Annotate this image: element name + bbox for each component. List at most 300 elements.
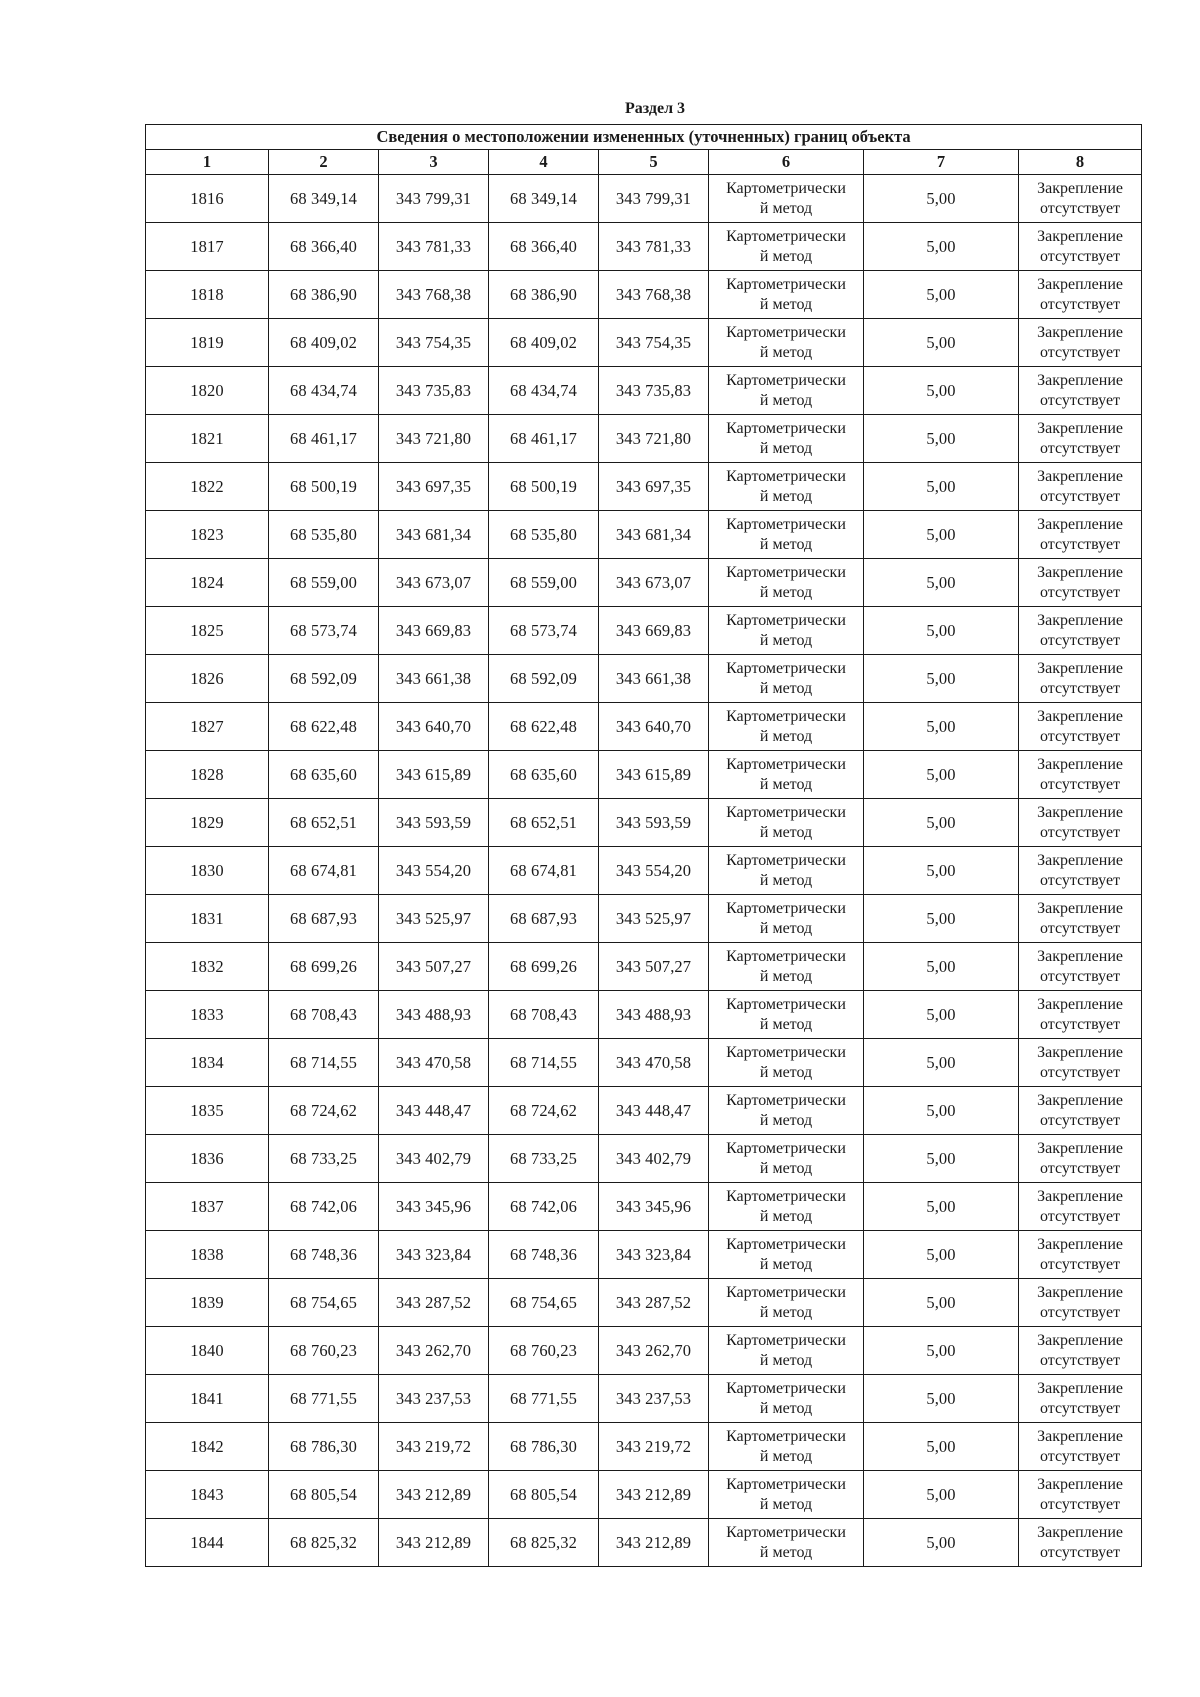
- section-title: Раздел 3: [624, 100, 686, 117]
- table-row: [146, 463, 1142, 511]
- method-cell: [709, 223, 864, 271]
- fixation-cell: [1019, 559, 1142, 607]
- precision-cell: 5,00: [864, 1087, 1019, 1135]
- x-old-cell: 68 687,93: [269, 895, 379, 943]
- method-line: й метод: [759, 583, 813, 601]
- point-number-cell: 1820: [146, 367, 269, 415]
- x-old-cell: 68 349,14: [269, 175, 379, 223]
- point-number-cell: 1822: [146, 463, 269, 511]
- y-old-cell: 343 262,70: [379, 1327, 489, 1375]
- point-number-cell: 1827: [146, 703, 269, 751]
- table-row: [146, 991, 1142, 1039]
- fixation-cell: [1019, 751, 1142, 799]
- method-cell: [709, 895, 864, 943]
- method-line: Картометрически: [726, 467, 846, 485]
- y-new-cell: 343 768,38: [599, 271, 709, 319]
- fixation-line: Закрепление: [1037, 1043, 1123, 1061]
- fixation-line: отсутствует: [1040, 871, 1121, 889]
- method-cell: [709, 271, 864, 319]
- method-line: й метод: [759, 919, 813, 937]
- method-line: й метод: [759, 679, 813, 697]
- precision-cell: 5,00: [864, 319, 1019, 367]
- point-number-cell: 1831: [146, 895, 269, 943]
- fixation-line: Закрепление: [1037, 899, 1123, 917]
- fixation-line: Закрепление: [1037, 1523, 1123, 1541]
- method-line: Картометрически: [726, 707, 846, 725]
- point-number-cell: 1833: [146, 991, 269, 1039]
- y-old-cell: 343 287,52: [379, 1279, 489, 1327]
- y-old-cell: 343 488,93: [379, 991, 489, 1039]
- y-old-cell: 343 448,47: [379, 1087, 489, 1135]
- precision-cell: 5,00: [864, 271, 1019, 319]
- fixation-line: Закрепление: [1037, 1091, 1123, 1109]
- method-line: Картометрически: [726, 1091, 846, 1109]
- method-line: й метод: [759, 1303, 813, 1321]
- y-old-cell: 343 768,38: [379, 271, 489, 319]
- precision-cell: 5,00: [864, 751, 1019, 799]
- method-cell: [709, 1375, 864, 1423]
- precision-cell: 5,00: [864, 1231, 1019, 1279]
- table-caption-row: [146, 125, 1142, 150]
- column-number-row: [146, 150, 1142, 175]
- method-line: Картометрически: [726, 947, 846, 965]
- x-new-cell: 68 366,40: [489, 223, 599, 271]
- method-line: й метод: [759, 871, 813, 889]
- y-new-cell: 343 323,84: [599, 1231, 709, 1279]
- column-header-2: 2: [269, 150, 379, 175]
- fixation-line: Закрепление: [1037, 323, 1123, 341]
- fixation-line: отсутствует: [1040, 1111, 1121, 1129]
- y-new-cell: 343 669,83: [599, 607, 709, 655]
- y-new-cell: 343 212,89: [599, 1471, 709, 1519]
- precision-cell: 5,00: [864, 367, 1019, 415]
- method-cell: [709, 607, 864, 655]
- x-old-cell: 68 635,60: [269, 751, 379, 799]
- y-new-cell: 343 287,52: [599, 1279, 709, 1327]
- table-row: [146, 1087, 1142, 1135]
- precision-cell: 5,00: [864, 943, 1019, 991]
- method-cell: [709, 991, 864, 1039]
- fixation-line: Закрепление: [1037, 611, 1123, 629]
- x-old-cell: 68 366,40: [269, 223, 379, 271]
- x-new-cell: 68 825,32: [489, 1519, 599, 1567]
- method-line: й метод: [759, 487, 813, 505]
- x-new-cell: 68 754,65: [489, 1279, 599, 1327]
- x-new-cell: 68 461,17: [489, 415, 599, 463]
- point-number-cell: 1816: [146, 175, 269, 223]
- fixation-line: отсутствует: [1040, 583, 1121, 601]
- precision-cell: 5,00: [864, 1375, 1019, 1423]
- x-old-cell: 68 559,00: [269, 559, 379, 607]
- method-cell: [709, 1231, 864, 1279]
- y-new-cell: 343 593,59: [599, 799, 709, 847]
- fixation-cell: [1019, 655, 1142, 703]
- precision-cell: 5,00: [864, 415, 1019, 463]
- x-old-cell: 68 724,62: [269, 1087, 379, 1135]
- y-old-cell: 343 661,38: [379, 655, 489, 703]
- method-line: й метод: [759, 343, 813, 361]
- point-number-cell: 1844: [146, 1519, 269, 1567]
- y-new-cell: 343 345,96: [599, 1183, 709, 1231]
- fixation-line: отсутствует: [1040, 487, 1121, 505]
- fixation-line: Закрепление: [1037, 371, 1123, 389]
- method-line: й метод: [759, 1351, 813, 1369]
- fixation-cell: [1019, 991, 1142, 1039]
- fixation-cell: [1019, 463, 1142, 511]
- fixation-line: отсутствует: [1040, 1159, 1121, 1177]
- x-new-cell: 68 622,48: [489, 703, 599, 751]
- method-cell: [709, 655, 864, 703]
- x-old-cell: 68 708,43: [269, 991, 379, 1039]
- method-cell: [709, 1519, 864, 1567]
- precision-cell: 5,00: [864, 1183, 1019, 1231]
- fixation-cell: [1019, 1135, 1142, 1183]
- x-new-cell: 68 724,62: [489, 1087, 599, 1135]
- table-row: [146, 1519, 1142, 1567]
- precision-cell: 5,00: [864, 1519, 1019, 1567]
- method-line: й метод: [759, 967, 813, 985]
- y-old-cell: 343 345,96: [379, 1183, 489, 1231]
- y-old-cell: 343 721,80: [379, 415, 489, 463]
- method-line: Картометрически: [726, 1043, 846, 1061]
- fixation-line: Закрепление: [1037, 179, 1123, 197]
- x-new-cell: 68 760,23: [489, 1327, 599, 1375]
- point-number-cell: 1828: [146, 751, 269, 799]
- method-line: й метод: [759, 1495, 813, 1513]
- fixation-cell: [1019, 1279, 1142, 1327]
- fixation-line: Закрепление: [1037, 1283, 1123, 1301]
- table-row: [146, 655, 1142, 703]
- x-new-cell: 68 434,74: [489, 367, 599, 415]
- method-cell: [709, 1039, 864, 1087]
- fixation-line: Закрепление: [1037, 1427, 1123, 1445]
- method-line: й метод: [759, 1207, 813, 1225]
- method-line: й метод: [759, 1159, 813, 1177]
- y-new-cell: 343 735,83: [599, 367, 709, 415]
- y-old-cell: 343 615,89: [379, 751, 489, 799]
- fixation-cell: [1019, 943, 1142, 991]
- fixation-cell: [1019, 1375, 1142, 1423]
- y-old-cell: 343 402,79: [379, 1135, 489, 1183]
- precision-cell: 5,00: [864, 799, 1019, 847]
- method-cell: [709, 319, 864, 367]
- y-old-cell: 343 735,83: [379, 367, 489, 415]
- method-cell: [709, 1183, 864, 1231]
- fixation-line: отсутствует: [1040, 679, 1121, 697]
- point-number-cell: 1835: [146, 1087, 269, 1135]
- table-row: [146, 1135, 1142, 1183]
- x-old-cell: 68 652,51: [269, 799, 379, 847]
- method-line: Картометрически: [726, 1139, 846, 1157]
- fixation-cell: [1019, 895, 1142, 943]
- x-old-cell: 68 434,74: [269, 367, 379, 415]
- fixation-line: Закрепление: [1037, 755, 1123, 773]
- fixation-line: отсутствует: [1040, 1303, 1121, 1321]
- y-old-cell: 343 470,58: [379, 1039, 489, 1087]
- x-old-cell: 68 592,09: [269, 655, 379, 703]
- method-line: Картометрически: [726, 1379, 846, 1397]
- fixation-line: Закрепление: [1037, 467, 1123, 485]
- y-new-cell: 343 402,79: [599, 1135, 709, 1183]
- fixation-cell: [1019, 1231, 1142, 1279]
- y-old-cell: 343 554,20: [379, 847, 489, 895]
- method-line: Картометрически: [726, 611, 846, 629]
- x-old-cell: 68 825,32: [269, 1519, 379, 1567]
- y-new-cell: 343 697,35: [599, 463, 709, 511]
- precision-cell: 5,00: [864, 175, 1019, 223]
- point-number-cell: 1842: [146, 1423, 269, 1471]
- point-number-cell: 1832: [146, 943, 269, 991]
- method-cell: [709, 559, 864, 607]
- y-old-cell: 343 681,34: [379, 511, 489, 559]
- y-new-cell: 343 525,97: [599, 895, 709, 943]
- fixation-line: Закрепление: [1037, 803, 1123, 821]
- y-new-cell: 343 661,38: [599, 655, 709, 703]
- y-new-cell: 343 615,89: [599, 751, 709, 799]
- method-cell: [709, 415, 864, 463]
- fixation-line: отсутствует: [1040, 967, 1121, 985]
- fixation-line: Закрепление: [1037, 563, 1123, 581]
- method-line: Картометрически: [726, 1187, 846, 1205]
- y-new-cell: 343 219,72: [599, 1423, 709, 1471]
- fixation-cell: [1019, 1519, 1142, 1567]
- method-line: й метод: [759, 727, 813, 745]
- table-row: [146, 1279, 1142, 1327]
- x-new-cell: 68 386,90: [489, 271, 599, 319]
- fixation-line: Закрепление: [1037, 995, 1123, 1013]
- point-number-cell: 1829: [146, 799, 269, 847]
- x-new-cell: 68 742,06: [489, 1183, 599, 1231]
- table-body: [146, 175, 1142, 1567]
- fixation-cell: [1019, 511, 1142, 559]
- y-new-cell: 343 448,47: [599, 1087, 709, 1135]
- precision-cell: 5,00: [864, 655, 1019, 703]
- fixation-line: Закрепление: [1037, 275, 1123, 293]
- method-line: й метод: [759, 199, 813, 217]
- column-header-1: 1: [146, 150, 269, 175]
- method-line: й метод: [759, 1255, 813, 1273]
- boundary-coordinates-table: [145, 124, 1142, 1567]
- point-number-cell: 1824: [146, 559, 269, 607]
- table-row: [146, 511, 1142, 559]
- x-new-cell: 68 699,26: [489, 943, 599, 991]
- table-row: [146, 751, 1142, 799]
- precision-cell: 5,00: [864, 991, 1019, 1039]
- fixation-cell: [1019, 319, 1142, 367]
- method-line: й метод: [759, 535, 813, 553]
- method-cell: [709, 367, 864, 415]
- fixation-cell: [1019, 1471, 1142, 1519]
- x-old-cell: 68 786,30: [269, 1423, 379, 1471]
- y-new-cell: 343 262,70: [599, 1327, 709, 1375]
- point-number-cell: 1826: [146, 655, 269, 703]
- y-old-cell: 343 781,33: [379, 223, 489, 271]
- fixation-cell: [1019, 367, 1142, 415]
- method-cell: [709, 1279, 864, 1327]
- method-line: Картометрически: [726, 803, 846, 821]
- table-row: [146, 943, 1142, 991]
- y-old-cell: 343 507,27: [379, 943, 489, 991]
- y-new-cell: 343 507,27: [599, 943, 709, 991]
- y-old-cell: 343 237,53: [379, 1375, 489, 1423]
- x-new-cell: 68 535,80: [489, 511, 599, 559]
- y-new-cell: 343 640,70: [599, 703, 709, 751]
- point-number-cell: 1843: [146, 1471, 269, 1519]
- point-number-cell: 1830: [146, 847, 269, 895]
- table-row: [146, 1231, 1142, 1279]
- x-old-cell: 68 742,06: [269, 1183, 379, 1231]
- y-new-cell: 343 212,89: [599, 1519, 709, 1567]
- y-old-cell: 343 219,72: [379, 1423, 489, 1471]
- table-row: [146, 1423, 1142, 1471]
- point-number-cell: 1825: [146, 607, 269, 655]
- method-line: й метод: [759, 1447, 813, 1465]
- method-line: Картометрически: [726, 1283, 846, 1301]
- method-line: й метод: [759, 1015, 813, 1033]
- method-cell: [709, 1423, 864, 1471]
- precision-cell: 5,00: [864, 1135, 1019, 1183]
- method-line: Картометрически: [726, 659, 846, 677]
- method-line: Картометрически: [726, 275, 846, 293]
- y-old-cell: 343 212,89: [379, 1519, 489, 1567]
- method-line: й метод: [759, 439, 813, 457]
- method-line: Картометрически: [726, 515, 846, 533]
- method-cell: [709, 1327, 864, 1375]
- column-header-4: 4: [489, 150, 599, 175]
- y-old-cell: 343 669,83: [379, 607, 489, 655]
- table-row: [146, 1375, 1142, 1423]
- method-line: Картометрически: [726, 563, 846, 581]
- x-old-cell: 68 386,90: [269, 271, 379, 319]
- y-old-cell: 343 323,84: [379, 1231, 489, 1279]
- method-line: Картометрически: [726, 371, 846, 389]
- fixation-line: отсутствует: [1040, 1207, 1121, 1225]
- x-old-cell: 68 535,80: [269, 511, 379, 559]
- x-new-cell: 68 409,02: [489, 319, 599, 367]
- fixation-line: Закрепление: [1037, 1331, 1123, 1349]
- y-old-cell: 343 640,70: [379, 703, 489, 751]
- column-header-6: 6: [709, 150, 864, 175]
- x-old-cell: 68 409,02: [269, 319, 379, 367]
- y-old-cell: 343 697,35: [379, 463, 489, 511]
- y-new-cell: 343 470,58: [599, 1039, 709, 1087]
- fixation-line: отсутствует: [1040, 247, 1121, 265]
- precision-cell: 5,00: [864, 895, 1019, 943]
- precision-cell: 5,00: [864, 1327, 1019, 1375]
- fixation-cell: [1019, 1039, 1142, 1087]
- x-new-cell: 68 748,36: [489, 1231, 599, 1279]
- fixation-line: отсутствует: [1040, 1351, 1121, 1369]
- x-old-cell: 68 748,36: [269, 1231, 379, 1279]
- x-old-cell: 68 461,17: [269, 415, 379, 463]
- method-line: й метод: [759, 391, 813, 409]
- fixation-line: отсутствует: [1040, 439, 1121, 457]
- precision-cell: 5,00: [864, 1471, 1019, 1519]
- y-old-cell: 343 799,31: [379, 175, 489, 223]
- fixation-line: Закрепление: [1037, 659, 1123, 677]
- method-cell: [709, 703, 864, 751]
- x-new-cell: 68 714,55: [489, 1039, 599, 1087]
- fixation-line: отсутствует: [1040, 295, 1121, 313]
- method-line: й метод: [759, 775, 813, 793]
- table-row: [146, 1471, 1142, 1519]
- y-old-cell: 343 212,89: [379, 1471, 489, 1519]
- fixation-line: отсутствует: [1040, 1399, 1121, 1417]
- point-number-cell: 1840: [146, 1327, 269, 1375]
- x-old-cell: 68 805,54: [269, 1471, 379, 1519]
- method-line: Картометрически: [726, 179, 846, 197]
- fixation-cell: [1019, 607, 1142, 655]
- fixation-line: отсутствует: [1040, 727, 1121, 745]
- method-cell: [709, 463, 864, 511]
- fixation-line: отсутствует: [1040, 343, 1121, 361]
- fixation-cell: [1019, 703, 1142, 751]
- method-cell: [709, 943, 864, 991]
- method-line: Картометрически: [726, 899, 846, 917]
- table-row: [146, 271, 1142, 319]
- table-row: [146, 1327, 1142, 1375]
- fixation-line: Закрепление: [1037, 419, 1123, 437]
- x-new-cell: 68 573,74: [489, 607, 599, 655]
- method-cell: [709, 799, 864, 847]
- x-new-cell: 68 771,55: [489, 1375, 599, 1423]
- precision-cell: 5,00: [864, 1279, 1019, 1327]
- fixation-cell: [1019, 847, 1142, 895]
- table-row: [146, 703, 1142, 751]
- fixation-cell: [1019, 271, 1142, 319]
- x-new-cell: 68 733,25: [489, 1135, 599, 1183]
- method-cell: [709, 1135, 864, 1183]
- method-line: Картометрически: [726, 1235, 846, 1253]
- fixation-line: Закрепление: [1037, 947, 1123, 965]
- point-number-cell: 1819: [146, 319, 269, 367]
- table-row: [146, 175, 1142, 223]
- method-line: й метод: [759, 1399, 813, 1417]
- fixation-line: Закрепление: [1037, 1379, 1123, 1397]
- fixation-cell: [1019, 415, 1142, 463]
- method-line: й метод: [759, 1063, 813, 1081]
- fixation-cell: [1019, 1327, 1142, 1375]
- method-cell: [709, 1471, 864, 1519]
- method-line: Картометрически: [726, 227, 846, 245]
- precision-cell: 5,00: [864, 1039, 1019, 1087]
- table-row: [146, 319, 1142, 367]
- method-line: Картометрически: [726, 1331, 846, 1349]
- column-header-5: 5: [599, 150, 709, 175]
- fixation-line: отсутствует: [1040, 391, 1121, 409]
- method-line: Картометрически: [726, 755, 846, 773]
- fixation-line: отсутствует: [1040, 1495, 1121, 1513]
- x-old-cell: 68 760,23: [269, 1327, 379, 1375]
- y-new-cell: 343 799,31: [599, 175, 709, 223]
- precision-cell: 5,00: [864, 511, 1019, 559]
- fixation-line: отсутствует: [1040, 775, 1121, 793]
- fixation-line: отсутствует: [1040, 535, 1121, 553]
- method-cell: [709, 175, 864, 223]
- y-new-cell: 343 554,20: [599, 847, 709, 895]
- method-cell: [709, 847, 864, 895]
- method-line: Картометрически: [726, 995, 846, 1013]
- fixation-line: Закрепление: [1037, 707, 1123, 725]
- x-old-cell: 68 754,65: [269, 1279, 379, 1327]
- fixation-line: отсутствует: [1040, 1063, 1121, 1081]
- fixation-line: отсутствует: [1040, 631, 1121, 649]
- x-old-cell: 68 573,74: [269, 607, 379, 655]
- x-old-cell: 68 771,55: [269, 1375, 379, 1423]
- table-row: [146, 799, 1142, 847]
- fixation-line: Закрепление: [1037, 515, 1123, 533]
- x-new-cell: 68 786,30: [489, 1423, 599, 1471]
